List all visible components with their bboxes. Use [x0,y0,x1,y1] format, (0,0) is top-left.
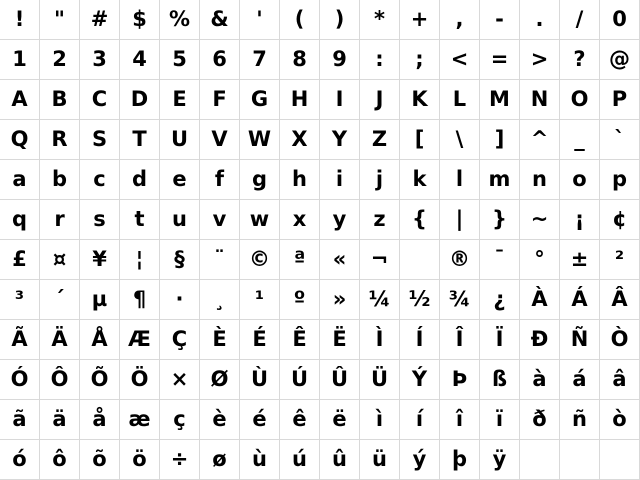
glyph-cell[interactable]: Ö [120,360,160,400]
glyph-cell[interactable]: # [80,0,120,40]
glyph-cell[interactable]: u [160,200,200,240]
glyph-cell[interactable]: î [440,400,480,440]
glyph-cell[interactable]: D [120,80,160,120]
glyph-cell[interactable]: ? [560,40,600,80]
glyph-cell[interactable]: é [240,400,280,440]
glyph-cell[interactable]: ú [280,440,320,480]
glyph-cell[interactable]: [ [400,120,440,160]
glyph-cell[interactable]: ³ [0,280,40,320]
glyph-cell[interactable]: Î [440,320,480,360]
glyph-cell[interactable]: í [400,400,440,440]
glyph-cell[interactable]: Õ [80,360,120,400]
glyph-cell-empty [600,440,640,480]
glyph-cell[interactable]: ã [0,400,40,440]
glyph-cell[interactable]: , [440,0,480,40]
glyph-cell[interactable]: + [400,0,440,40]
glyph-cell[interactable]: » [320,280,360,320]
glyph-cell[interactable]: Ì [360,320,400,360]
glyph-cell[interactable]: * [360,0,400,40]
glyph-cell[interactable]: ] [480,120,520,160]
glyph-cell[interactable]: < [440,40,480,80]
glyph-cell[interactable]: y [320,200,360,240]
glyph-cell[interactable]: © [240,240,280,280]
glyph-cell[interactable]: @ [600,40,640,80]
glyph-cell[interactable]: ý [400,440,440,480]
glyph-cell[interactable]: ¬ [360,240,400,280]
glyph-cell[interactable]: Ë [320,320,360,360]
glyph-cell[interactable]: á [560,360,600,400]
glyph-cell[interactable]: i [320,160,360,200]
glyph-cell[interactable]: 6 [200,40,240,80]
glyph-cell[interactable]: Ã [0,320,40,360]
glyph-cell[interactable]: Ð [520,320,560,360]
glyph-cell[interactable]: L [440,80,480,120]
glyph-cell[interactable]: e [160,160,200,200]
glyph-cell[interactable]: È [200,320,240,360]
glyph-cell[interactable]: þ [440,440,480,480]
glyph-cell-empty [520,440,560,480]
glyph-cell[interactable]: Ú [280,360,320,400]
glyph-cell[interactable]: | [440,200,480,240]
glyph-cell[interactable]: ô [40,440,80,480]
glyph-cell[interactable]: f [200,160,240,200]
glyph-cell[interactable]: ¼ [360,280,400,320]
glyph-cell[interactable]: ¶ [120,280,160,320]
glyph-cell[interactable]: % [160,0,200,40]
glyph-cell[interactable]: > [520,40,560,80]
glyph-cell[interactable]: J [360,80,400,120]
glyph-cell[interactable]: j [360,160,400,200]
glyph-cell[interactable]: 7 [240,40,280,80]
glyph-cell[interactable]: Û [320,360,360,400]
glyph-cell[interactable]: l [440,160,480,200]
glyph-cell[interactable]: ê [280,400,320,440]
glyph-cell[interactable]: B [40,80,80,120]
glyph-cell[interactable]: H [280,80,320,120]
glyph-cell[interactable]: M [480,80,520,120]
glyph-cell[interactable]: ó [0,440,40,480]
glyph-cell[interactable]: Í [400,320,440,360]
glyph-cell[interactable]: ä [40,400,80,440]
glyph-cell[interactable]: F [200,80,240,120]
glyph-cell[interactable]: R [40,120,80,160]
glyph-cell[interactable]: ÷ [160,440,200,480]
glyph-cell[interactable]: × [160,360,200,400]
glyph-cell[interactable]: = [480,40,520,80]
glyph-cell[interactable]: ¿ [480,280,520,320]
glyph-cell[interactable]: ´ [40,280,80,320]
glyph-cell[interactable]: Ý [400,360,440,400]
glyph-cell[interactable]: ¤ [40,240,80,280]
glyph-cell[interactable]: ñ [560,400,600,440]
glyph-cell[interactable]: ª [280,240,320,280]
glyph-cell[interactable]: U [160,120,200,160]
glyph-cell[interactable]: ) [320,0,360,40]
glyph-cell[interactable]: ì [360,400,400,440]
glyph-cell[interactable]: ! [0,0,40,40]
glyph-cell[interactable]: G [240,80,280,120]
glyph-cell[interactable]: â [600,360,640,400]
glyph-cell[interactable]: a [0,160,40,200]
glyph-cell[interactable]: ± [560,240,600,280]
glyph-cell[interactable]: c [80,160,120,200]
glyph-cell[interactable]: 0 [600,0,640,40]
glyph-cell[interactable]: & [200,0,240,40]
glyph-cell[interactable]: û [320,440,360,480]
glyph-cell[interactable]: x [280,200,320,240]
glyph-cell[interactable]: ¢ [600,200,640,240]
glyph-cell[interactable]: ' [240,0,280,40]
glyph-cell[interactable]: å [80,400,120,440]
glyph-cell[interactable]: X [280,120,320,160]
glyph-cell[interactable]: Ó [0,360,40,400]
glyph-cell[interactable]: Ä [40,320,80,360]
glyph-cell[interactable]: 9 [320,40,360,80]
glyph-cell[interactable]: ¡ [560,200,600,240]
glyph-cell[interactable]: ¯ [480,240,520,280]
glyph-cell[interactable]: - [480,0,520,40]
glyph-cell[interactable]: : [360,40,400,80]
glyph-cell[interactable]: Á [560,280,600,320]
glyph-cell[interactable]: ¥ [80,240,120,280]
glyph-cell[interactable]: P [600,80,640,120]
glyph-cell[interactable]: / [560,0,600,40]
glyph-cell[interactable]: . [520,0,560,40]
glyph-cell[interactable]: 2 [40,40,80,80]
glyph-cell[interactable]: õ [80,440,120,480]
glyph-cell[interactable]: N [520,80,560,120]
glyph-cell[interactable]: § [160,240,200,280]
glyph-cell[interactable]: " [40,0,80,40]
glyph-cell[interactable]: É [240,320,280,360]
glyph-cell[interactable]: ( [280,0,320,40]
glyph-cell[interactable]: ^ [520,120,560,160]
glyph-cell[interactable]: Q [0,120,40,160]
glyph-cell[interactable]: { [400,200,440,240]
glyph-cell[interactable]: t [120,200,160,240]
glyph-cell[interactable]: Ô [40,360,80,400]
glyph-cell[interactable]: 1 [0,40,40,80]
glyph-cell[interactable]: ` [600,120,640,160]
glyph-cell[interactable]: à [520,360,560,400]
glyph-cell[interactable]: ü [360,440,400,480]
glyph-cell[interactable]: 3 [80,40,120,80]
glyph-cell[interactable]: v [200,200,240,240]
glyph-cell[interactable]: ° [520,240,560,280]
glyph-cell[interactable]: ö [120,440,160,480]
glyph-cell[interactable]: ¾ [440,280,480,320]
glyph-cell[interactable]: µ [80,280,120,320]
glyph-cell[interactable]: q [0,200,40,240]
glyph-cell[interactable]: $ [120,0,160,40]
glyph-cell[interactable]: « [320,240,360,280]
glyph-cell[interactable]: K [400,80,440,120]
glyph-cell[interactable]: ð [520,400,560,440]
glyph-cell[interactable]: O [560,80,600,120]
glyph-cell[interactable]: h [280,160,320,200]
glyph-cell[interactable]: Ï [480,320,520,360]
glyph-cell[interactable]: \ [440,120,480,160]
glyph-cell[interactable]: 8 [280,40,320,80]
glyph-cell[interactable]: · [160,280,200,320]
glyph-cell[interactable]: A [0,80,40,120]
glyph-cell[interactable]: Ü [360,360,400,400]
glyph-cell[interactable]: } [480,200,520,240]
glyph-cell[interactable]: Æ [120,320,160,360]
glyph-cell[interactable]: ¨ [200,240,240,280]
glyph-cell[interactable]: s [80,200,120,240]
glyph-cell[interactable]: 5 [160,40,200,80]
glyph-cell[interactable]: À [520,280,560,320]
glyph-cell[interactable]: ® [440,240,480,280]
glyph-cell[interactable]: I [320,80,360,120]
glyph-cell[interactable]: ë [320,400,360,440]
glyph-cell[interactable]: T [120,120,160,160]
glyph-cell[interactable]: Ñ [560,320,600,360]
glyph-cell[interactable]: Ø [200,360,240,400]
glyph-cell[interactable]: k [400,160,440,200]
glyph-cell[interactable]: ½ [400,280,440,320]
glyph-cell[interactable]: ; [400,40,440,80]
glyph-cell[interactable]: z [360,200,400,240]
glyph-cell[interactable]: Y [320,120,360,160]
glyph-cell[interactable]: ~ [520,200,560,240]
glyph-cell[interactable]: Ò [600,320,640,360]
glyph-cell[interactable]: ß [480,360,520,400]
glyph-cell[interactable]: Ç [160,320,200,360]
glyph-cell[interactable]: Þ [440,360,480,400]
glyph-cell[interactable]: ï [480,400,520,440]
glyph-cell[interactable]: º [280,280,320,320]
glyph-cell[interactable]: p [600,160,640,200]
glyph-cell[interactable]: V [200,120,240,160]
glyph-cell[interactable]: g [240,160,280,200]
glyph-cell[interactable]: Å [80,320,120,360]
glyph-cell[interactable]: ¦ [120,240,160,280]
glyph-cell[interactable]: Ù [240,360,280,400]
glyph-cell[interactable]: Ê [280,320,320,360]
glyph-cell[interactable]: è [200,400,240,440]
glyph-cell[interactable]: ¸ [200,280,240,320]
glyph-cell[interactable]: æ [120,400,160,440]
glyph-cell[interactable]: ù [240,440,280,480]
glyph-cell[interactable]: _ [560,120,600,160]
glyph-cell[interactable]: W [240,120,280,160]
glyph-cell[interactable]: d [120,160,160,200]
glyph-cell[interactable]: Â [600,280,640,320]
glyph-cell[interactable]: n [520,160,560,200]
glyph-cell[interactable] [400,240,440,280]
glyph-cell[interactable]: Z [360,120,400,160]
glyph-cell[interactable]: £ [0,240,40,280]
glyph-cell[interactable]: ç [160,400,200,440]
glyph-cell[interactable]: 4 [120,40,160,80]
glyph-cell[interactable]: m [480,160,520,200]
glyph-cell[interactable]: ò [600,400,640,440]
glyph-cell[interactable]: C [80,80,120,120]
glyph-cell[interactable]: ÿ [480,440,520,480]
glyph-cell[interactable]: ¹ [240,280,280,320]
glyph-cell[interactable]: ø [200,440,240,480]
glyph-cell[interactable]: r [40,200,80,240]
glyph-cell[interactable]: b [40,160,80,200]
glyph-cell[interactable]: E [160,80,200,120]
glyph-cell[interactable]: w [240,200,280,240]
glyph-cell-empty [560,440,600,480]
glyph-cell[interactable]: S [80,120,120,160]
glyph-cell[interactable]: o [560,160,600,200]
glyph-cell[interactable]: ² [600,240,640,280]
